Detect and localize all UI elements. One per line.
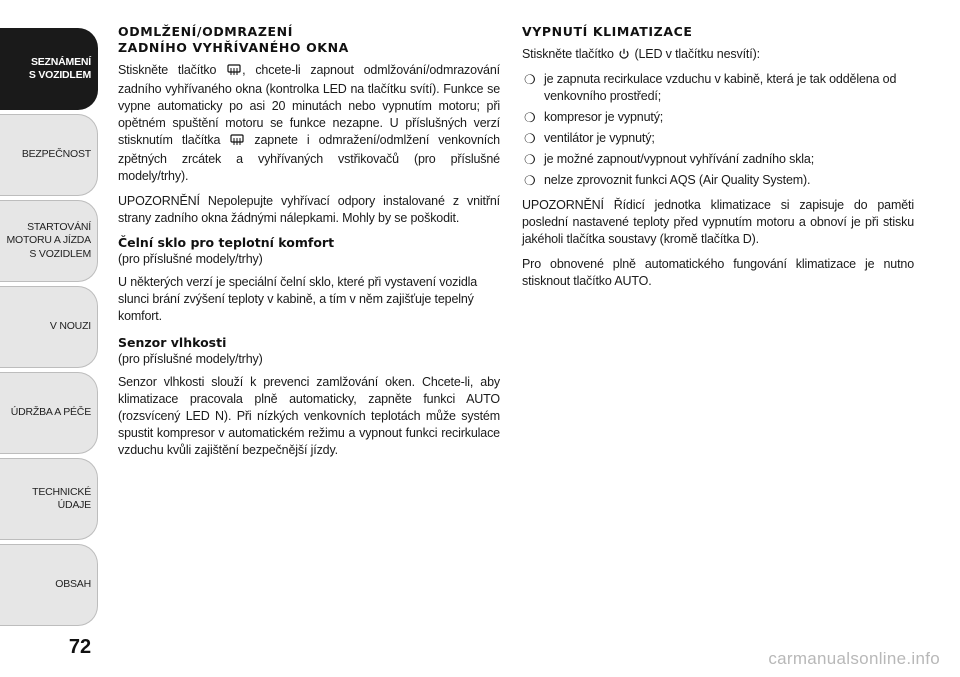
tab-v-nouzi[interactable]: V NOUZI: [0, 286, 98, 368]
list-item-text: nelze zprovoznit funkci AQS (Air Quality System).: [544, 173, 811, 187]
text-segment: , chcete-li zapnout odmlžování/odmrazování zadního vyhřívaného okna (kontrolka LED na tlačítku svítí). Funkce se vypne automaticky po asi 20 minutách nebo vypnutím motoru; při opětném spuštění motoru se funkce nezapne. U příslušných verzí stisknutím tlačítka: [118, 63, 500, 147]
tab-seznameni-s-vozidlem[interactable]: SEZNÁMENÍ S VOZIDLEM: [0, 28, 98, 110]
tab-udrzba-a-pece[interactable]: ÚDRŽBA A PÉČE: [0, 372, 98, 454]
text-segment: Stiskněte tlačítko: [522, 47, 614, 61]
list-item: [522, 109, 914, 126]
windshield-paragraph: U některých verzí je speciální čelní sklo, které při vystavení vozidla slunci brání zvýšení teploty v kabině, a tím v něm zajišťuje tepelný komfort.: [118, 275, 478, 323]
right-column: [522, 24, 914, 298]
left-column: [118, 24, 500, 467]
warning-paragraph: UPOZORNĚNÍ Nepolepujte vyhřívací odpory instalované z vnitřní strany zadního okna žádnými nálepkami. Mohly by se poškodit.: [118, 194, 500, 225]
subheading-note: (pro příslušné modely/trhy): [118, 352, 263, 366]
section-heading-defrost: [118, 24, 500, 56]
list-item: [522, 172, 914, 189]
bullet-icon: ❍: [524, 173, 536, 188]
ac-off-list: [522, 71, 914, 189]
tab-bezpecnost[interactable]: BEZPEČNOST: [0, 114, 98, 196]
bullet-icon: ❍: [524, 152, 536, 167]
list-item-text: je možné zapnout/vypnout vyhřívání zadního skla;: [544, 152, 815, 166]
bullet-icon: ❍: [524, 72, 536, 87]
rear-window-defrost-icon: [227, 64, 241, 81]
power-button-icon: [618, 48, 630, 65]
text-segment: zapnete i odmražení/odmlžení venkovních zpětných zrcátek a vyhřívaných vstřikovačů (pro příslušné modely/trhy).: [118, 133, 500, 183]
heading-line-2: ZADNÍHO VYHŘÍVANÉHO OKNA: [118, 40, 349, 55]
list-item: [522, 71, 914, 105]
section-heading-ac-off: VYPNUTÍ KLIMATIZACE: [522, 24, 693, 39]
bullet-icon: ❍: [524, 131, 536, 146]
list-item-text: je zapnuta recirkulace vzduchu v kabině, která je tak oddělena od venkovního prostředí;: [544, 72, 897, 103]
humidity-paragraph: Senzor vlhkosti slouží k prevenci zamlžování oken. Chcete-li, aby klimatizace pracovala plně automaticky, zapněte funkci AUTO (rozsvícený LED N). Při nízkých venkovních teplotách může systém spustit kompresor v automatickém režimu a vypnout funkci recirkulace vzduchu kvůli zajištění bezpečnější jízdy.: [118, 375, 500, 457]
subheading-windshield: Čelní sklo pro teplotní komfort: [118, 235, 335, 250]
list-item-text: kompresor je vypnutý;: [544, 110, 664, 124]
ac-off-intro: [522, 46, 914, 65]
list-item-text: ventilátor je vypnutý;: [544, 131, 655, 145]
tab-startovani[interactable]: STARTOVÁNÍ MOTORU A JÍZDA S VOZIDLEM: [0, 200, 98, 282]
text-segment: Stiskněte tlačítko: [118, 63, 217, 77]
text-segment: (LED v tlačítku nesvítí):: [634, 47, 760, 61]
list-item: [522, 130, 914, 147]
watermark: carmanualsonline.info: [768, 649, 940, 668]
page-number: 72: [68, 636, 92, 658]
tab-technicke-udaje[interactable]: TECHNICKÉ ÚDAJE: [0, 458, 98, 540]
subheading-note: (pro příslušné modely/trhy): [118, 252, 263, 266]
restore-auto-paragraph: Pro obnovené plně automatického fungování klimatizace je nutno stisknout tlačítko AUTO.: [522, 257, 914, 288]
list-item: [522, 151, 914, 168]
rear-window-defrost-icon: [230, 134, 244, 151]
bullet-icon: ❍: [524, 110, 536, 125]
defrost-paragraph: [118, 62, 500, 185]
memory-warning-paragraph: UPOZORNĚNÍ Řídicí jednotka klimatizace si zapisuje do paměti poslední nastavené teploty před vypnutím motoru a obnoví je při stisku jakéholi tlačítka soustavy (kromě tlačítka D).: [522, 198, 914, 246]
heading-line-1: ODMLŽENÍ/ODMRAZENÍ: [118, 24, 293, 39]
subheading-humidity-sensor: Senzor vlhkosti: [118, 335, 227, 350]
tab-obsah[interactable]: OBSAH: [0, 544, 98, 626]
